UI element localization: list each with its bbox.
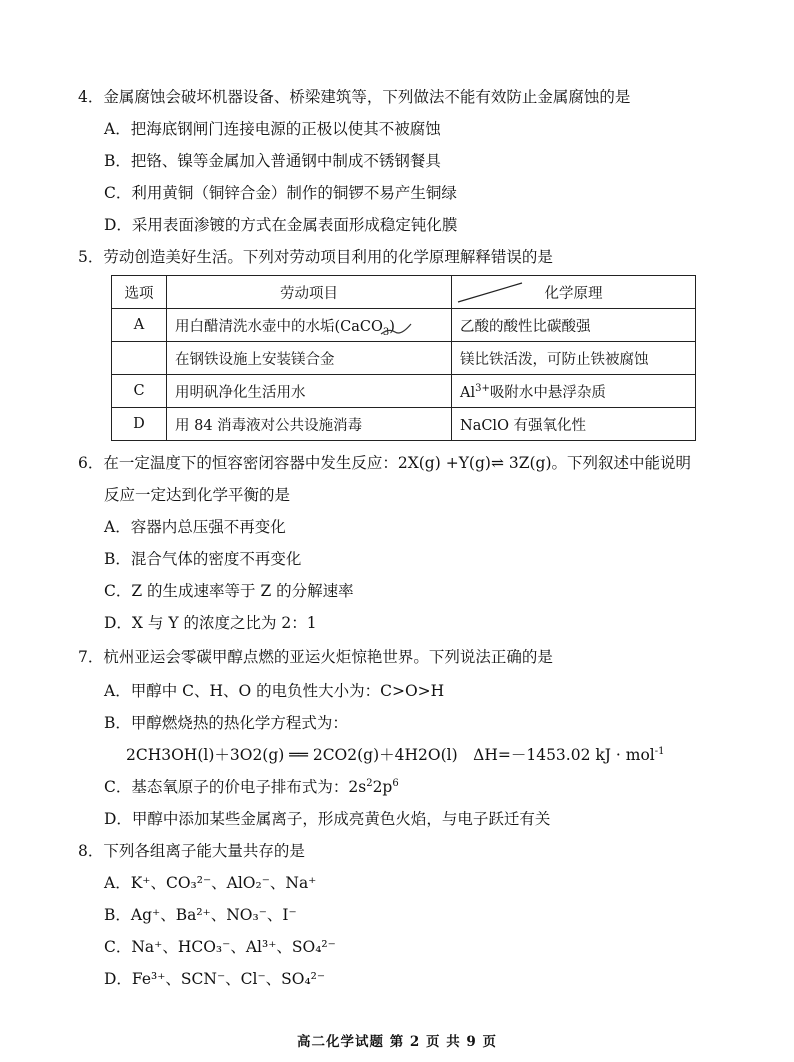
- question-8-option-b: B．Ag⁺、Ba²⁺、NO₃⁻、I⁻: [104, 906, 297, 924]
- header-principle-cell: [452, 276, 696, 309]
- question-7-option-a: A．甲醇中 C、H、O 的电负性大小为：C>O>H: [104, 682, 445, 700]
- row-option: D: [112, 408, 167, 441]
- row-principle: $Al^{3+}$吸附水中悬浮杂质: [452, 375, 696, 408]
- question-6-option-b: B．混合气体的密度不再变化: [104, 550, 302, 568]
- page-footer: 高二化学试题 第 2 页 共 9 页: [297, 1034, 497, 1050]
- question-4-option-a: A．把海底钢闸门连接电源的正极以使其不被腐蚀: [104, 120, 441, 138]
- row-labor-item: 用明矾净化生活用水: [167, 375, 452, 408]
- table-row: [112, 408, 696, 441]
- header-principle: 化学原理: [544, 285, 603, 302]
- question-6-stem-line2: 反应一定达到化学平衡的是: [104, 486, 291, 504]
- question-6-stem-line1: 6．在一定温度下的恒容密闭容器中发生反应：2X(g) +Y(g)⇌ 3Z(g)。下列叙述中能说明: [78, 454, 692, 472]
- pen-scribble-mark: [379, 320, 415, 340]
- row-labor-item: 用白醋清洗水壶中的水垢(CaCO$_3$): [167, 309, 452, 342]
- equilibrium-arrow-icon: ⇌: [490, 454, 504, 472]
- row-labor-item: 在钢铁设施上安装镁合金: [167, 342, 452, 375]
- question-7-option-b: B．甲醇燃烧热的热化学方程式为：: [104, 714, 348, 732]
- table-row: [112, 375, 696, 408]
- row-principle: 乙酸的酸性比碳酸强: [452, 309, 696, 342]
- question-5-stem: 5．劳动创造美好生活。下列对劳动项目利用的化学原理解释错误的是: [78, 248, 553, 266]
- question-4-stem: 4．金属腐蚀会破坏机器设备、桥梁建筑等，下列做法不能有效防止金属腐蚀的是: [78, 88, 631, 106]
- question-4-option-c: C．利用黄铜（铜锌合金）制作的铜锣不易产生铜绿: [104, 184, 457, 202]
- question-6-option-a: A．容器内总压强不再变化: [104, 518, 286, 536]
- question-8-stem: 8．下列各组离子能大量共存的是: [78, 842, 305, 860]
- question-7-equation: 2CH3OH(l)＋3O2(g) ══ 2CO2(g)＋4H2O(l) ΔH=－1453.02 kJ · mol$^{-1}$: [126, 745, 665, 764]
- row-labor-item: 用 84 消毒液对公共设施消毒: [167, 408, 452, 441]
- diagonal-pen-mark: [456, 280, 526, 304]
- question-8-option-c: C．Na⁺、HCO₃⁻、Al³⁺、SO₄²⁻: [104, 938, 336, 956]
- row-option: [112, 342, 167, 375]
- question-5-table: [111, 275, 696, 441]
- question-8-option-d: D．Fe³⁺、SCN⁻、Cl⁻、SO₄²⁻: [104, 970, 326, 988]
- question-6-option-c: C．Z 的生成速率等于 Z 的分解速率: [104, 582, 354, 600]
- row-option: C: [112, 375, 167, 408]
- row-option: A: [112, 309, 167, 342]
- question-7-option-c: C．基态氧原子的价电子排布式为：$2s^22p^6$: [104, 777, 399, 796]
- table-header-row: [112, 276, 696, 309]
- header-option: 选项: [112, 276, 167, 309]
- row-principle: 镁比铁活泼，可防止铁被腐蚀: [452, 342, 696, 375]
- row-principle: NaClO 有强氧化性: [452, 408, 696, 441]
- question-7-stem: 7．杭州亚运会零碳甲醇点燃的亚运火炬惊艳世界。下列说法正确的是: [78, 648, 553, 666]
- question-4-option-b: B．把铬、镍等金属加入普通钢中制成不锈钢餐具: [104, 152, 441, 170]
- table-row: [112, 342, 696, 375]
- header-labor-item: 劳动项目: [167, 276, 452, 309]
- question-7-option-d: D．甲醇中添加某些金属离子，形成亮黄色火焰，与电子跃迁有关: [104, 810, 551, 828]
- question-6-option-d: D．X 与 Y 的浓度之比为 2：1: [104, 614, 317, 632]
- question-8-option-a: A．K⁺、CO₃²⁻、AlO₂⁻、Na⁺: [104, 874, 317, 892]
- question-4-option-d: D．采用表面渗镀的方式在金属表面形成稳定钝化膜: [104, 216, 458, 234]
